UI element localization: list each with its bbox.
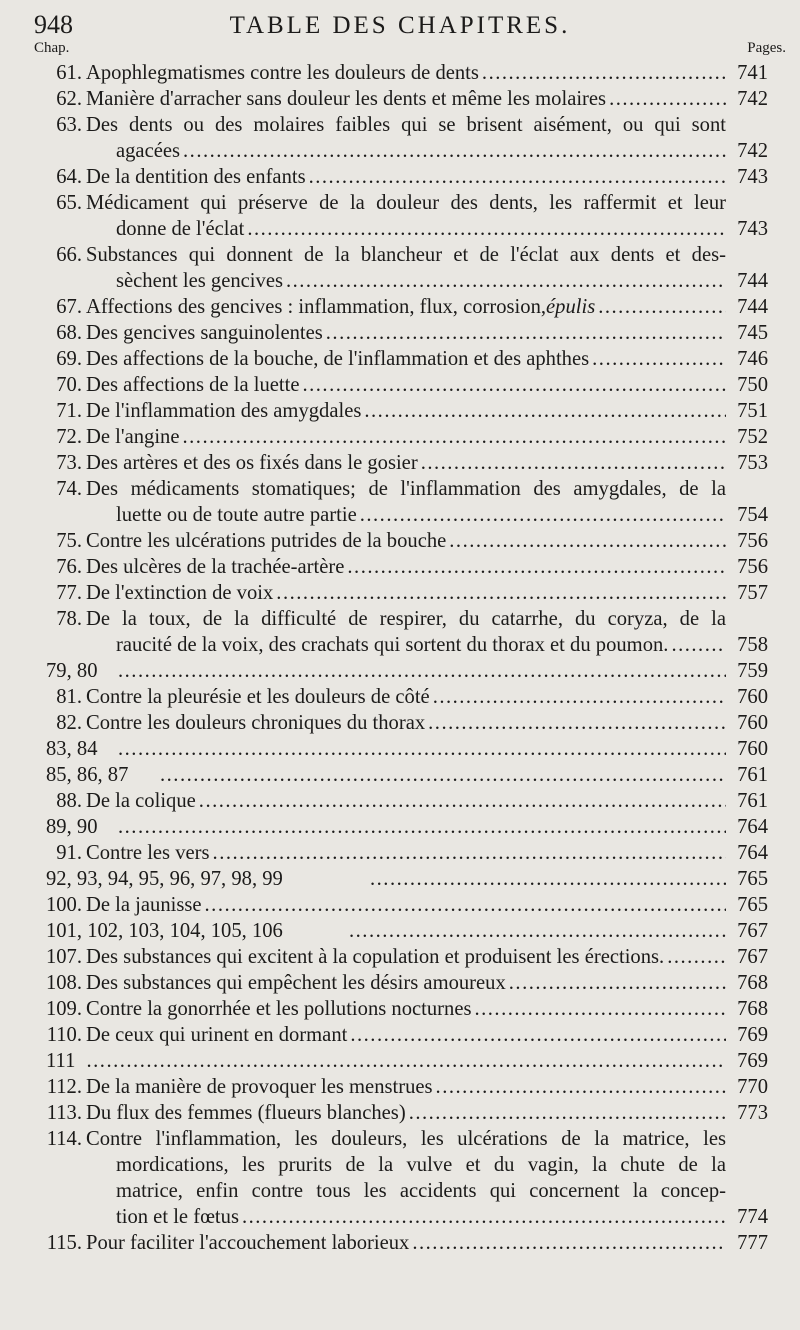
chapter-entry <box>0 190 800 242</box>
chapter-entry <box>0 294 800 320</box>
chapter-number: 72. <box>56 426 82 448</box>
dot-leader <box>349 918 726 944</box>
chapter-title-line: Substances qui donnent de la blancheur et de l'éclat aux dents et des- <box>86 244 726 266</box>
dot-leader <box>474 996 726 1022</box>
chapter-title-line: De la colique <box>86 790 196 812</box>
chapter-entry <box>0 580 800 606</box>
dot-leader <box>360 502 726 528</box>
page-reference: 756 <box>737 530 768 552</box>
page-reference: 746 <box>737 348 768 370</box>
chapter-number: 76. <box>56 556 82 578</box>
dot-leader <box>276 580 726 606</box>
chapter-entry <box>0 554 800 580</box>
chapter-title-line: luette ou de toute autre partie <box>116 504 357 526</box>
chapter-number: 101, 102, 103, 104, 105, 106 <box>46 920 283 942</box>
chapter-number: 85, 86, 87 <box>46 764 129 786</box>
page-reference: 756 <box>737 556 768 578</box>
chapter-entry <box>0 346 800 372</box>
dot-leader <box>205 892 726 918</box>
chapter-entry <box>0 60 800 86</box>
chapter-title-line: Des affections de la bouche, de l'inflammation et des aphthes <box>86 348 590 370</box>
chapter-title-line: Contre l'inflammation, les douleurs, les ulcérations de la matrice, les <box>86 1128 726 1150</box>
chapter-entry <box>0 788 800 814</box>
chapter-entry <box>0 86 800 112</box>
page-reference: 770 <box>737 1076 768 1098</box>
chapter-title-line: Des ulcères de la trachée-artère <box>86 556 345 578</box>
chapter-number: 114. <box>46 1128 82 1150</box>
chapter-entry <box>0 944 800 970</box>
dot-leader <box>118 736 726 762</box>
chapter-title-line: Des médicaments stomatiques; de l'inflammation des amygdales, de la <box>86 478 726 500</box>
dot-leader <box>428 710 726 736</box>
chapter-number: 81. <box>56 686 82 708</box>
chapter-number: 69. <box>56 348 82 370</box>
chapter-entry <box>0 372 800 398</box>
dot-leader <box>247 216 726 242</box>
chapter-number: 92, 93, 94, 95, 96, 97, 98, 99 <box>46 868 283 890</box>
chapter-title-line: Des gencives sanguinolentes <box>86 322 323 344</box>
page-reference: 765 <box>737 894 768 916</box>
dot-leader <box>350 1022 726 1048</box>
chapter-number: 65. <box>56 192 82 214</box>
chapter-title-line: mordications, les prurits de la vulve et du vagin, la chute de la <box>116 1154 726 1176</box>
chapter-number: 68. <box>56 322 82 344</box>
chapter-title-line: Contre les vers <box>86 842 210 864</box>
chapter-number: 89, 90 <box>46 816 98 838</box>
chapter-entry <box>0 528 800 554</box>
chapter-number: 79, 80 <box>46 660 98 682</box>
chapter-title-line: Des dents ou des molaires faibles qui se brisent aisément, ou qui sont <box>86 114 726 136</box>
dot-leader <box>364 398 726 424</box>
dot-leader <box>183 138 726 164</box>
page-reference: 759 <box>737 660 768 682</box>
page-reference: 767 <box>737 946 768 968</box>
chapter-entry <box>0 970 800 996</box>
chapter-entry <box>0 450 800 476</box>
chapter-entry <box>0 684 800 710</box>
dot-leader <box>482 60 726 86</box>
page-reference: 758 <box>737 634 768 656</box>
chapter-title-line: De la manière de provoquer les menstrues <box>86 1076 433 1098</box>
dot-leader <box>242 1204 726 1230</box>
page-reference: 743 <box>737 218 768 240</box>
chapter-entry <box>0 762 800 788</box>
chapter-title-line: Des artères et des os fixés dans le gosier <box>86 452 418 474</box>
chapter-number: 82. <box>56 712 82 734</box>
page-reference: 767 <box>737 920 768 942</box>
page-reference: 744 <box>737 296 768 318</box>
dot-leader <box>436 1074 726 1100</box>
chapter-title-line: Contre la gonorrhée et les pollutions nocturnes <box>86 998 472 1020</box>
dot-leader <box>509 970 726 996</box>
chapter-number: 108. <box>45 972 82 994</box>
chapter-title-line: De ceux qui urinent en dormant <box>86 1024 348 1046</box>
page-reference: 760 <box>737 712 768 734</box>
page-reference: 744 <box>737 270 768 292</box>
chapter-entry <box>0 164 800 190</box>
page-reference: 769 <box>737 1024 768 1046</box>
chapter-title-line: Pour faciliter l'accouchement laborieux <box>86 1232 410 1254</box>
dot-leader <box>409 1100 726 1126</box>
chapter-number: 110. <box>46 1024 82 1046</box>
chapter-title-line: matrice, enfin contre tous les accidents qui concernent la concep- <box>116 1180 726 1202</box>
chapter-entry <box>0 1230 800 1256</box>
chapter-title-line: De la jaunisse <box>86 894 202 916</box>
page-reference: 774 <box>737 1206 768 1228</box>
chapter-entry <box>0 424 800 450</box>
page-reference: 760 <box>737 738 768 760</box>
chapter-number: 115. <box>46 1232 82 1254</box>
chapter-title-emphasis: épulis <box>546 296 596 318</box>
chapter-number: 111 <box>46 1050 76 1072</box>
page-reference: 757 <box>737 582 768 604</box>
dot-leader <box>449 528 726 554</box>
dot-leader <box>302 372 726 398</box>
running-title: TABLE DES CHAPITRES. <box>229 12 571 39</box>
chapter-entry <box>0 320 800 346</box>
chapter-number: 73. <box>56 452 82 474</box>
page-reference: 768 <box>737 972 768 994</box>
chapter-entry <box>0 840 800 866</box>
chapter-number: 78. <box>56 608 82 630</box>
chapter-entry <box>0 996 800 1022</box>
chapter-entry <box>0 242 800 294</box>
dot-leader <box>183 424 727 450</box>
chapter-title-line: Du flux des femmes (flueurs blanches) <box>86 1102 406 1124</box>
chapter-title-line: Contre la pleurésie et les douleurs de côté <box>86 686 430 708</box>
page-number: 948 <box>34 10 73 39</box>
chapter-title-line: raucité de la voix, des crachats qui sortent du thorax et du poumon. <box>116 634 669 656</box>
chapter-number: 113. <box>46 1102 82 1124</box>
dot-leader <box>309 164 726 190</box>
chapter-title-line: agacées <box>116 140 181 162</box>
page-reference: 745 <box>737 322 768 344</box>
dot-leader <box>421 450 726 476</box>
dot-leader <box>667 944 726 970</box>
chapter-entry <box>0 814 800 840</box>
chapter-number: 75. <box>56 530 82 552</box>
chapter-number: 64. <box>56 166 82 188</box>
chapter-title-line: Des substances qui excitent à la copulation et produisent les érections. <box>86 946 665 968</box>
chapter-entry <box>0 1022 800 1048</box>
chapter-title-line: Contre les douleurs chroniques du thorax <box>86 712 426 734</box>
page-reference: 742 <box>737 140 768 162</box>
chapter-entry <box>0 1074 800 1100</box>
chapter-title-line: Affections des gencives : inflammation, flux, corrosion, <box>86 296 547 318</box>
page-reference: 761 <box>737 764 768 786</box>
chapter-number: 107. <box>45 946 82 968</box>
chapter-title-line: tion et le fœtus <box>116 1206 239 1228</box>
dot-leader <box>213 840 726 866</box>
chapter-entry <box>0 892 800 918</box>
chapter-title-line: De l'extinction de voix <box>86 582 274 604</box>
chapter-number: 91. <box>56 842 82 864</box>
page-reference: 764 <box>737 816 768 838</box>
dot-leader <box>286 268 726 294</box>
dot-leader <box>118 658 726 684</box>
chapter-entry <box>0 918 800 944</box>
dot-leader <box>592 346 726 372</box>
chapter-entry <box>0 1126 800 1230</box>
chapter-entry <box>0 1100 800 1126</box>
chapter-entry <box>0 1048 800 1074</box>
chapter-entry <box>0 710 800 736</box>
chapter-title-line: sèchent les gencives <box>116 270 283 292</box>
page-reference: 750 <box>737 374 768 396</box>
dot-leader <box>412 1230 726 1256</box>
page-reference: 754 <box>737 504 768 526</box>
chapter-title-line: Apophlegmatismes contre les douleurs de dents <box>86 62 479 84</box>
chapter-title-line: Médicament qui préserve de la douleur des dents, les raffermit et leur <box>86 192 726 214</box>
page-reference: 743 <box>737 166 768 188</box>
chap-column-label: Chap. <box>34 40 70 56</box>
chapter-number: 70. <box>56 374 82 396</box>
page-reference: 765 <box>737 868 768 890</box>
chapter-number: 67. <box>56 296 82 318</box>
chapter-number: 88. <box>56 790 82 812</box>
chapter-list <box>0 60 800 1256</box>
chapter-number: 74. <box>56 478 82 500</box>
dot-leader <box>609 86 726 112</box>
chapter-title-line: Manière d'arracher sans douleur les dents et même les molaires <box>86 88 607 110</box>
chapter-title-line: De la dentition des enfants <box>86 166 306 188</box>
dot-leader <box>118 814 726 840</box>
chapter-title-line: Contre les ulcérations putrides de la bouche <box>86 530 447 552</box>
chapter-number: 100. <box>45 894 82 916</box>
chapter-title-line: De la toux, de la difficulté de respirer, du catarrhe, du coryza, de la <box>86 608 726 630</box>
chapter-title-line: Des affections de la luette <box>86 374 300 396</box>
page-reference: 742 <box>737 88 768 110</box>
page-reference: 760 <box>737 686 768 708</box>
page-reference: 741 <box>737 62 768 84</box>
chapter-entry <box>0 606 800 658</box>
chapter-number: 109. <box>45 998 82 1020</box>
chapter-number: 62. <box>56 88 82 110</box>
pages-column-label: Pages. <box>747 40 786 56</box>
chapter-entry <box>0 866 800 892</box>
chapter-title-line: De l'inflammation des amygdales <box>86 400 362 422</box>
dot-leader <box>433 684 726 710</box>
dot-leader <box>326 320 726 346</box>
dot-leader <box>347 554 726 580</box>
dot-leader <box>160 762 726 788</box>
chapter-entry <box>0 112 800 164</box>
chapter-number: 66. <box>56 244 82 266</box>
page-reference: 769 <box>737 1050 768 1072</box>
dot-leader <box>199 788 726 814</box>
dot-leader <box>370 866 726 892</box>
page-reference: 753 <box>737 452 768 474</box>
chapter-number: 61. <box>56 62 82 84</box>
dot-leader <box>598 294 726 320</box>
dot-leader <box>671 632 726 658</box>
page-reference: 764 <box>737 842 768 864</box>
page-reference: 768 <box>737 998 768 1020</box>
chapter-number: 63. <box>56 114 82 136</box>
chapter-title-line: donne de l'éclat <box>116 218 245 240</box>
chapter-number: 77. <box>56 582 82 604</box>
chapter-title-line: Des substances qui empêchent les désirs amoureux <box>86 972 506 994</box>
page-reference: 761 <box>737 790 768 812</box>
chapter-number: 71. <box>56 400 82 422</box>
page-reference: 773 <box>737 1102 768 1124</box>
dot-leader <box>87 1048 727 1074</box>
chapter-entry <box>0 476 800 528</box>
chapter-number: 83, 84 <box>46 738 98 760</box>
chapter-entry <box>0 658 800 684</box>
chapter-title-line: De l'angine <box>86 426 180 448</box>
chapter-entry <box>0 736 800 762</box>
page-reference: 752 <box>737 426 768 448</box>
page-reference: 777 <box>737 1232 768 1254</box>
chapter-number: 112. <box>46 1076 82 1098</box>
chapter-entry <box>0 398 800 424</box>
page-reference: 751 <box>737 400 768 422</box>
